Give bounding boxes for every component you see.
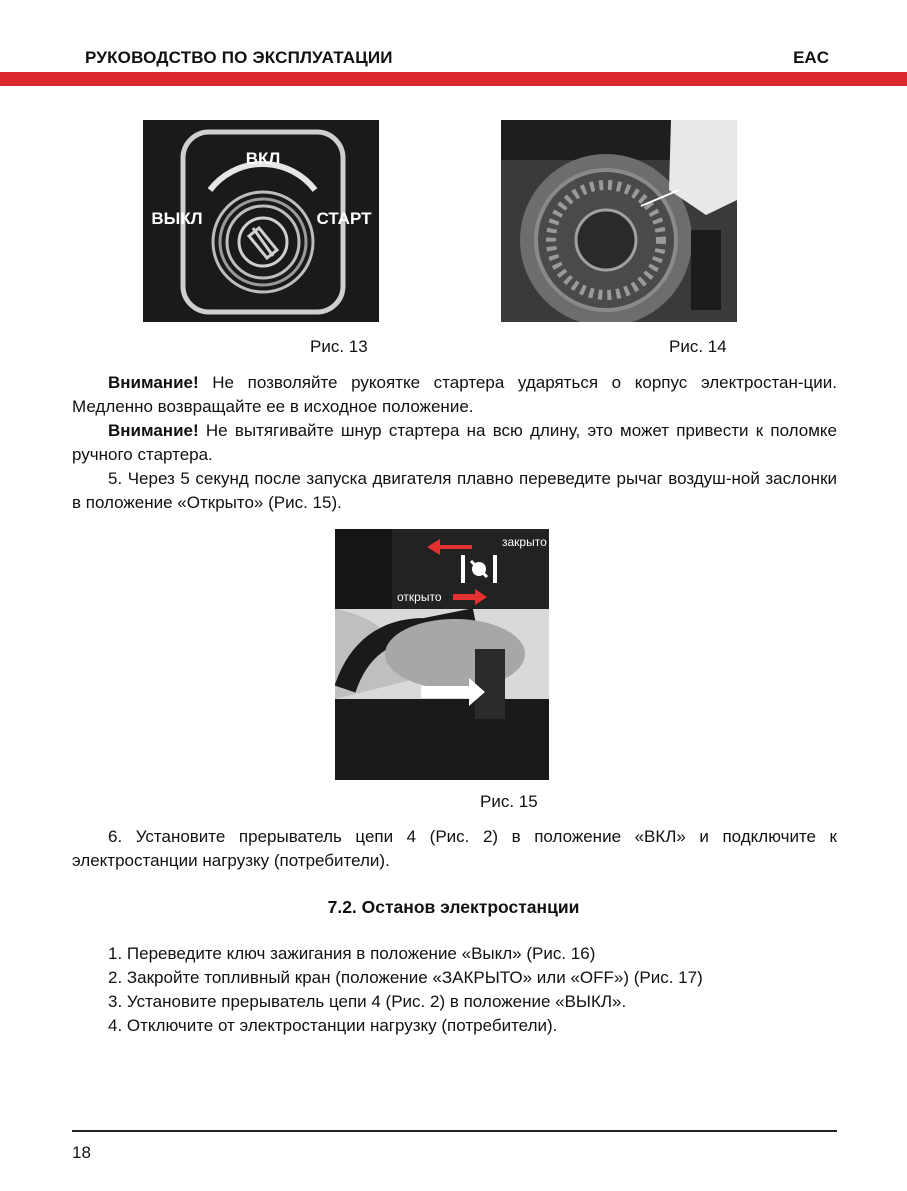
footer-divider xyxy=(72,1130,837,1132)
warning-1 xyxy=(72,371,837,419)
warning-2-label: Внимание! xyxy=(108,421,199,440)
page-header xyxy=(0,0,907,90)
stop-steps-list xyxy=(72,942,852,1038)
figure-13-caption: Рис. 13 xyxy=(310,337,368,356)
section-title: 7.2. Останов электростанции xyxy=(327,897,580,917)
step-6: 6. Установите прерыватель цепи 4 (Рис. 2) в положение «ВКЛ» и подключите к электростанции нагрузку (потребители). xyxy=(72,827,837,870)
list-item: 1. Переведите ключ зажигания в положение «Выкл» (Рис. 16) xyxy=(108,944,596,963)
step-5: 5. Через 5 секунд после запуска двигателя плавно переведите рычаг воздуш-ной заслонки в положение «Открыто» (Рис. 15). xyxy=(72,469,837,512)
fig13-label-off: ВЫКЛ xyxy=(151,209,203,228)
fig13-label-start: СТАРТ xyxy=(316,209,372,228)
header-title: РУКОВОДСТВО ПО ЭКСПЛУАТАЦИИ xyxy=(85,48,393,67)
list-item: 2. Закройте топливный кран (положение «ЗАКРЫТО» или «OFF») (Рис. 17) xyxy=(108,968,703,987)
warning-block xyxy=(72,371,837,515)
warning-2-text: Не вытягивайте шнур стартера на всю длину, это может привести к поломке ручного стартера. xyxy=(72,421,837,464)
figure-15-caption: Рис. 15 xyxy=(480,792,538,811)
header-accent-bar xyxy=(0,72,907,86)
eac-mark: EAC xyxy=(793,48,829,67)
list-item: 4. Отключите от электростанции нагрузку (потребители). xyxy=(108,1016,558,1035)
warning-1-text: Не позволяйте рукоятке стартера ударяться о корпус электростан-ции. Медленно возвращайте ее в исходное положение. xyxy=(72,373,837,416)
step-6-block xyxy=(72,825,837,873)
fig15-label-open: открыто xyxy=(397,590,442,604)
page-number: 18 xyxy=(72,1143,91,1162)
figure-13-ignition-switch xyxy=(143,120,379,322)
fig15-label-closed: закрыто xyxy=(502,535,547,549)
figure-14-recoil-starter xyxy=(501,120,737,322)
list-item: 3. Установите прерыватель цепи 4 (Рис. 2) в положение «ВЫКЛ». xyxy=(108,992,627,1011)
figure-14-caption: Рис. 14 xyxy=(669,337,727,356)
fig13-label-on: ВКЛ xyxy=(245,149,281,168)
figure-15-choke-lever xyxy=(335,529,549,780)
warning-1-label: Внимание! xyxy=(108,373,199,392)
warning-2 xyxy=(72,419,837,467)
